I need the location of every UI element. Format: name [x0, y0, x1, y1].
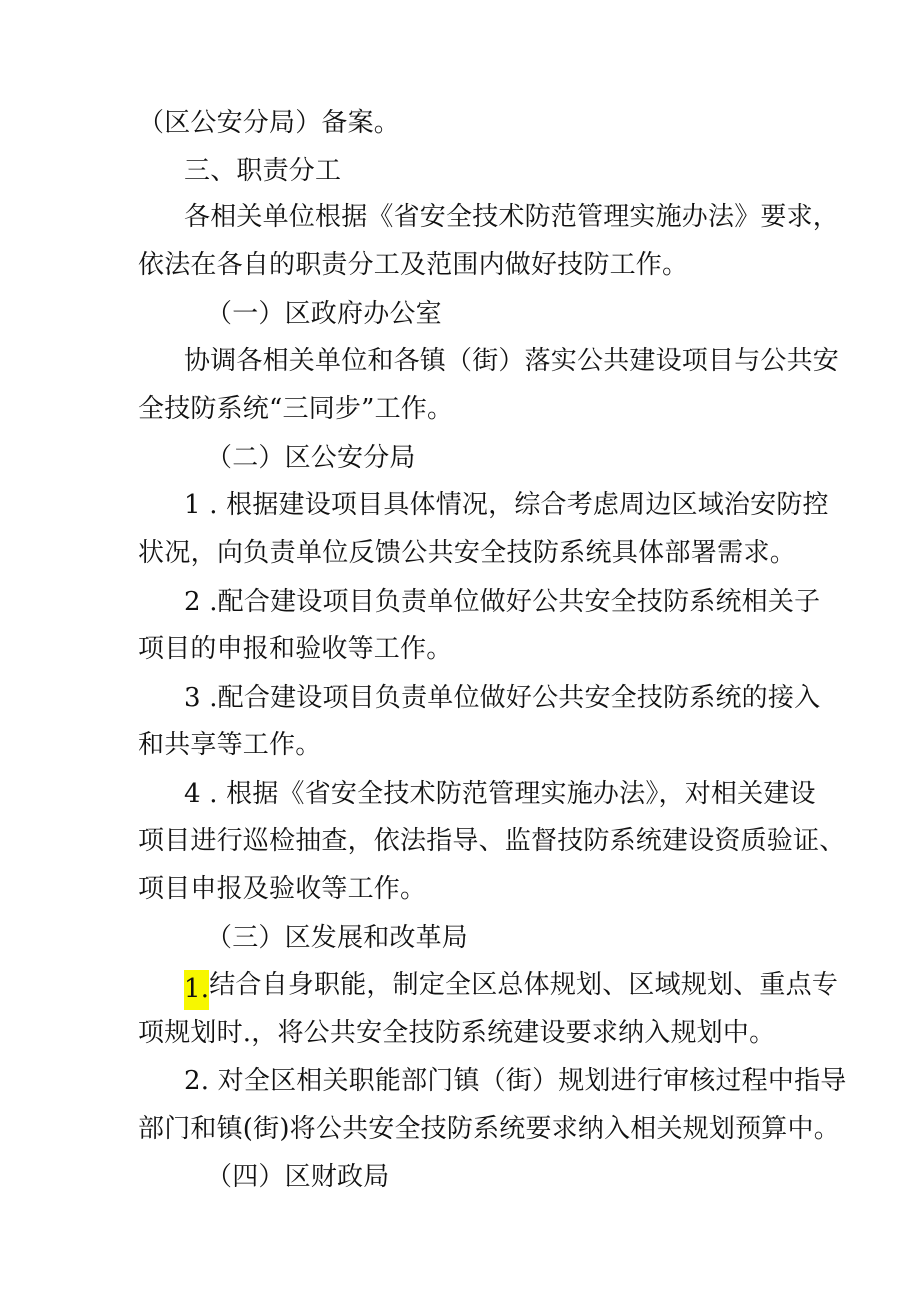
- list-item-text: 结合自身职能，制定全区总体规划、区域规划、重点专: [209, 970, 839, 1000]
- list-item-line: 项规划时.，将公共安全技防系统建设要求纳入规划中。: [138, 1018, 776, 1048]
- paragraph-line: 各相关单位根据《省安全技术防范管理实施办法》要求，: [184, 202, 840, 232]
- paragraph-line-continued: （区公安分局）备案。: [138, 108, 401, 138]
- section-heading-duties: 三、职责分工: [184, 156, 342, 186]
- list-item-line: 和共享等工作。: [138, 730, 322, 760]
- list-item-line: 项目申报及验收等工作。: [138, 874, 427, 904]
- subsection-heading-development-reform: （三）区发展和改革局: [206, 923, 469, 953]
- highlighted-number: 1.: [184, 970, 209, 1010]
- list-item-line: 4 . 根据《省安全技术防范管理实施办法》，对相关建设: [184, 779, 816, 809]
- paragraph-line: 全技防系统“三同步”工作。: [138, 394, 454, 424]
- list-item-line: 2. 对全区相关职能部门镇（街）规划进行审核过程中指导: [184, 1066, 847, 1096]
- list-item-line: 项目进行巡检抽查，依法指导、监督技防系统建设资质验证、: [138, 826, 846, 856]
- list-item-line: 1 . 根据建设项目具体情况，综合考虑周边区域治安防控: [184, 490, 829, 520]
- subsection-heading-public-security: （二）区公安分局: [206, 443, 416, 473]
- subsection-heading-finance: （四）区财政局: [206, 1162, 390, 1192]
- subsection-heading-district-office: （一）区政府办公室: [206, 299, 442, 329]
- list-item-line: 状况，向负责单位反馈公共安全技防系统具体部署需求。: [138, 538, 796, 568]
- paragraph-line: 依法在各自的职责分工及范围内做好技防工作。: [138, 250, 689, 280]
- list-item-line: 部门和镇(街)将公共安全技防系统要求纳入相关规划预算中。: [138, 1114, 840, 1144]
- list-item-line: 2 .配合建设项目负责单位做好公共安全技防系统相关子: [184, 587, 821, 617]
- paragraph-line: 协调各相关单位和各镇（街）落实公共建设项目与公共安: [184, 346, 840, 376]
- list-item-line: 项目的申报和验收等工作。: [138, 634, 453, 664]
- list-item-line: [184, 970, 839, 1010]
- list-item-line: 3 .配合建设项目负责单位做好公共安全技防系统的接入: [184, 683, 821, 713]
